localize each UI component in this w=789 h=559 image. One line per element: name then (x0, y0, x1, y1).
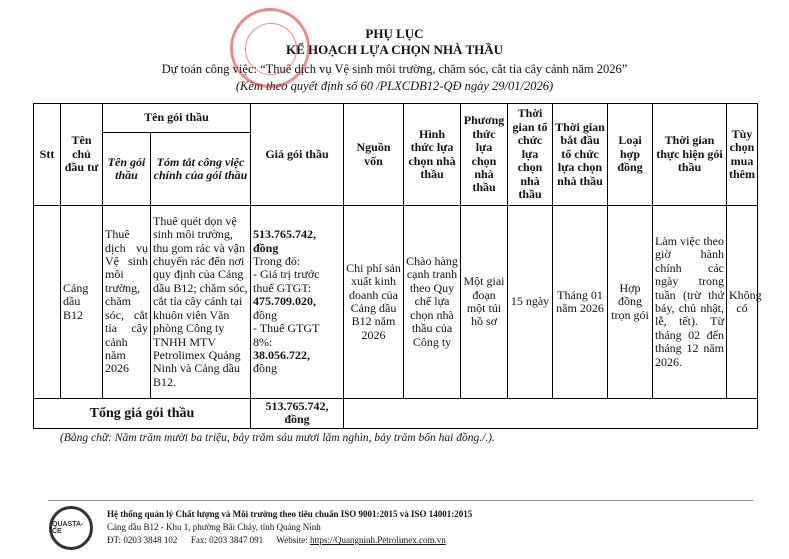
price-vat-value: 38.056.722, (253, 348, 310, 363)
fax-value: 0203 3847 091 (209, 535, 264, 545)
footer-contact (107, 535, 446, 545)
price-vat-unit: đồng (253, 361, 277, 376)
total-empty (344, 399, 758, 429)
doc-title: PHỤ LỤC (365, 26, 424, 41)
cell-stt (34, 206, 61, 399)
cell-owner: Cảng dầu B12 (61, 206, 103, 399)
decision-reference: (Kèm theo quyết định số 60 /PLXCDB12-QĐ ngày 29/01/2026) (235, 79, 554, 93)
website-link[interactable]: https://Quangninh.Petrolimex.com.vn (309, 535, 446, 545)
header-stt: Stt (34, 104, 61, 206)
price-in-label: Trong đó: (253, 253, 301, 268)
header-price: Giá gói thầu (251, 104, 344, 206)
cell-duration: 15 ngày (508, 206, 553, 399)
header-execution-time: Thời gian thực hiện gói thầu (653, 104, 727, 206)
phone-label: ĐT: (107, 535, 122, 545)
footer-address: Cảng dầu B12 - Khu 1, phường Bãi Cháy, tỉnh Quảng Ninh (107, 522, 321, 532)
header-package-summary: Tóm tắt công việc chính của gói thầu (151, 133, 251, 206)
footer-divider (48, 500, 753, 501)
header-option: Tùy chọn mua thêm (727, 104, 758, 206)
header-duration: Thời gian tổ chức lựa chọn nhà thầu (508, 104, 553, 206)
estimate-line: Dự toán công việc: “Thuê dịch vụ Vệ sinh môi trường, chăm sóc, cắt tỉa cây cảnh năm 2026” (161, 62, 628, 76)
price-pretax-unit: đồng (253, 307, 277, 322)
header-method: Phương thức lựa chọn nhà thầu (461, 104, 508, 206)
cell-method: Một giai đoạn một túi hồ sơ (461, 206, 508, 399)
cell-contract-type: Hợp đồng trọn gói (608, 206, 653, 399)
cell-package-name: Thuê dịch vụ Vệ sinh môi trường, chăm sóc, cắt tỉa cây cảnh năm 2026 (103, 206, 151, 399)
header-funding: Nguồn vốn (344, 104, 404, 206)
price-vat-label: - Thuế GTGT 8%: (253, 321, 320, 349)
cell-form: Chào hàng cạnh tranh theo Quy chế lựa chọn nhà thầu của Công ty (404, 206, 461, 399)
cell-price (251, 206, 344, 399)
header-owner: Tên chủ đầu tư (61, 104, 103, 206)
header-package-name: Tên gói thầu (103, 133, 151, 206)
cell-execution-time: Làm việc theo giờ hành chính các ngày trong tuần (trừ thứ bảy, chủ nhật, lễ, tết). Từ tháng 02 đến tháng 12 năm 2026. (653, 206, 727, 399)
doc-subtitle: KẾ HOẠCH LỰA CHỌN NHÀ THẦU (285, 42, 504, 57)
phone-value: 0203 3848 102 (123, 535, 178, 545)
price-pretax-label: - Giá trị trước thuế GTGT: (253, 267, 320, 295)
header-form: Hình thức lựa chọn nhà thầu (404, 104, 461, 206)
header-contract-type: Loại hợp đồng (608, 104, 653, 206)
website-label: Website: (276, 535, 308, 545)
logo-text: QUASTA-CE (52, 521, 84, 535)
price-pretax-value: 475.709.020, (253, 294, 316, 309)
total-label: Tổng giá gói thầu (34, 399, 251, 429)
price-total: 513.765.742, đồng (253, 227, 316, 255)
cell-funding: Chi phí sản xuất kinh doanh của Cảng dầu B12 năm 2026 (344, 206, 404, 399)
cell-option: Không có (727, 206, 758, 399)
header-start: Thời gian bắt đầu tổ chức lựa chọn nhà thầu (553, 104, 608, 206)
header-package-group: Tên gói thầu (103, 104, 251, 133)
bidding-plan-table (33, 103, 762, 429)
total-value: 513.765.742, đồng (251, 399, 344, 429)
cell-package-summary: Thuê quét dọn vệ sinh môi trường, thu gom rác và vận chuyển rác đến nơi quy định của Cảng dầu B12; chăm sóc, cắt tỉa cây cảnh tại khuôn viên Văn phòng Công ty TNHH MTV Petrolimex Quảng Ninh và Cảng dầu B12. (151, 206, 251, 399)
fax-label: Fax: (190, 535, 207, 545)
total-row (34, 399, 758, 429)
cell-start: Tháng 01 năm 2026 (553, 206, 608, 399)
table-header-row (34, 104, 758, 133)
amount-in-words: (Bằng chữ: Năm trăm mười ba triệu, bảy trăm sáu mươi lăm nghìn, bảy trăm bốn hai đồng./.). (60, 432, 495, 444)
red-seal-stamp (230, 8, 310, 88)
footer-iso: Hệ thống quản lý Chất lượng và Môi trường theo tiêu chuẩn ISO 9001:2015 và ISO 14001:2015 (107, 509, 473, 519)
quasta-logo-icon (49, 506, 93, 550)
table-row (34, 206, 758, 399)
